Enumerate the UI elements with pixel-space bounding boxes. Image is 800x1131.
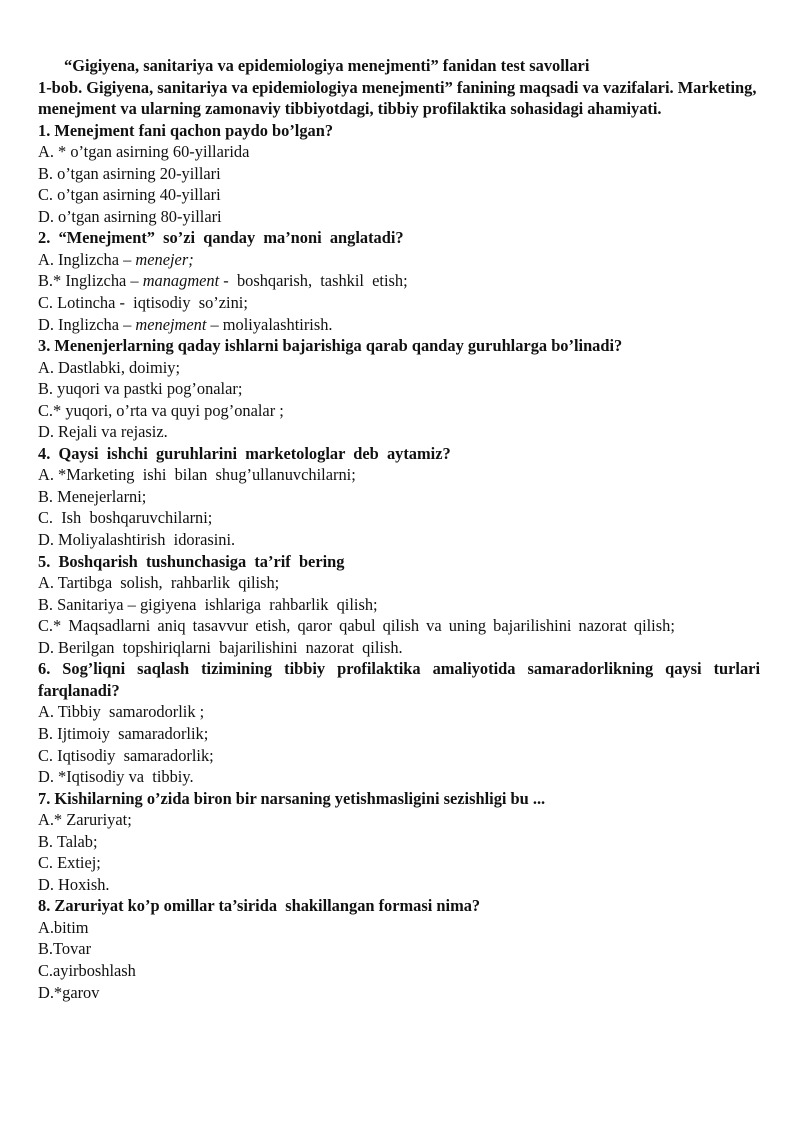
answer-option: D. Berilgan topshiriqlarni bajarilishini nazorat qilish. [38, 637, 403, 657]
answer-option: C.ayirboshlash [38, 960, 136, 980]
option-text: - boshqarish, tashkil etish; [219, 271, 408, 291]
answer-option: D. Moliyalashtirish idorasini. [38, 530, 236, 550]
chapter-heading: 1-bob. Gigiyena, sanitariya va epidemiologiya menejmenti” fanining maqsadi va vazifalari. Marketing, menejment va ularning zamonaviy tibbiyotdagi, tibbiy profilaktika sohasidagi ahamiyati. [38, 77, 757, 119]
test-document [38, 55, 760, 1003]
answer-option: D. o’tgan asirning 80-yillari [38, 206, 222, 226]
option-text: D. Inglizcha – [38, 314, 136, 334]
answer-option: D. *Iqtisodiy va tibbiy. [38, 767, 194, 787]
answer-option: B.Tovar [38, 939, 92, 959]
answer-option: C. Extiej; [38, 853, 101, 873]
question-text: 1. Menejment fani qachon paydo bo’lgan? [38, 120, 334, 140]
question-text: 8. Zaruriyat ko’p omillar ta’sirida shakillangan formasi nima? [38, 896, 481, 916]
question-text: 6. Sog’liqni saqlash tizimining tibbiy profilaktika amaliyotida samaradorlikning qaysi turlari farqlanadi? [38, 659, 760, 700]
answer-option: C. o’tgan asirning 40-yillari [38, 185, 221, 205]
answer-option: C.* Maqsadlarni aniq tasavvur etish, qaror qabul qilish va uning bajarilishini nazorat qilish; [38, 616, 675, 636]
question-block-4 [38, 443, 760, 551]
document-title: “Gigiyena, sanitariya va epidemiologiya menejmenti” fanidan test savollari [64, 56, 590, 75]
answer-option: A. Dastlabki, doimiy; [38, 357, 181, 377]
answer-option [38, 249, 760, 271]
question-text: 3. Menenjerlarning qaday ishlarni bajarishiga qarab qanday guruhlarga bo’linadi? [38, 336, 623, 356]
answer-option: B. yuqori va pastki pog’onalar; [38, 379, 243, 399]
answer-option: A. Tibbiy samarodorlik ; [38, 702, 205, 722]
answer-option: A. *Marketing ishi bilan shug’ullanuvchilarni; [38, 465, 356, 485]
answer-option: A.* Zaruriyat; [38, 810, 132, 830]
answer-option: A.bitim [38, 917, 89, 937]
answer-option: B. Menejerlarni; [38, 486, 147, 506]
option-italic-term: menejer; [135, 249, 194, 269]
answer-option: C. Iqtisodiy samaradorlik; [38, 745, 214, 765]
answer-option: B. o’tgan asirning 20-yillari [38, 163, 221, 183]
answer-option: B. Ijtimoiy samaradorlik; [38, 723, 209, 743]
answer-option: A. * o’tgan asirning 60-yillarida [38, 142, 250, 162]
question-block-6 [38, 658, 760, 787]
question-text: 5. Boshqarish tushunchasiga ta’rif bering [38, 551, 345, 571]
answer-option: D.*garov [38, 982, 100, 1002]
question-text: 4. Qaysi ishchi guruhlarini marketologlar deb aytamiz? [38, 443, 451, 463]
question-block-7 [38, 788, 760, 896]
option-italic-term: managment [142, 271, 220, 291]
question-block-3 [38, 335, 760, 443]
answer-option: B. Sanitariya – gigiyena ishlariga rahbarlik qilish; [38, 594, 378, 614]
answer-option: D. Hoxish. [38, 874, 110, 894]
answer-option: B. Talab; [38, 831, 98, 851]
answer-option: D. Rejali va rejasiz. [38, 422, 168, 442]
option-text: C. Lotincha - iqtisodiy so’zini; [38, 293, 248, 313]
option-text: B.* Inglizcha – [38, 271, 143, 291]
answer-option [38, 314, 760, 336]
option-text: A. Inglizcha – [38, 249, 136, 269]
answer-option [38, 270, 760, 292]
question-block-2 [38, 227, 760, 335]
question-block-1 [38, 120, 760, 228]
option-text: – moliyalashtirish. [206, 314, 333, 334]
question-block-8 [38, 895, 760, 1003]
answer-option [38, 292, 760, 314]
question-text: 7. Kishilarning o’zida biron bir narsaning yetishmasligini sezishligi bu ... [38, 788, 546, 808]
answer-option: C.* yuqori, o’rta va quyi pog’onalar ; [38, 400, 284, 420]
question-text: 2. “Menejment” so’zi qanday ma’noni anglatadi? [38, 228, 404, 248]
answer-option: C. Ish boshqaruvchilarni; [38, 508, 213, 528]
question-block-5 [38, 551, 760, 659]
answer-option: A. Tartibga solish, rahbarlik qilish; [38, 573, 280, 593]
option-italic-term: menejment [135, 314, 207, 334]
